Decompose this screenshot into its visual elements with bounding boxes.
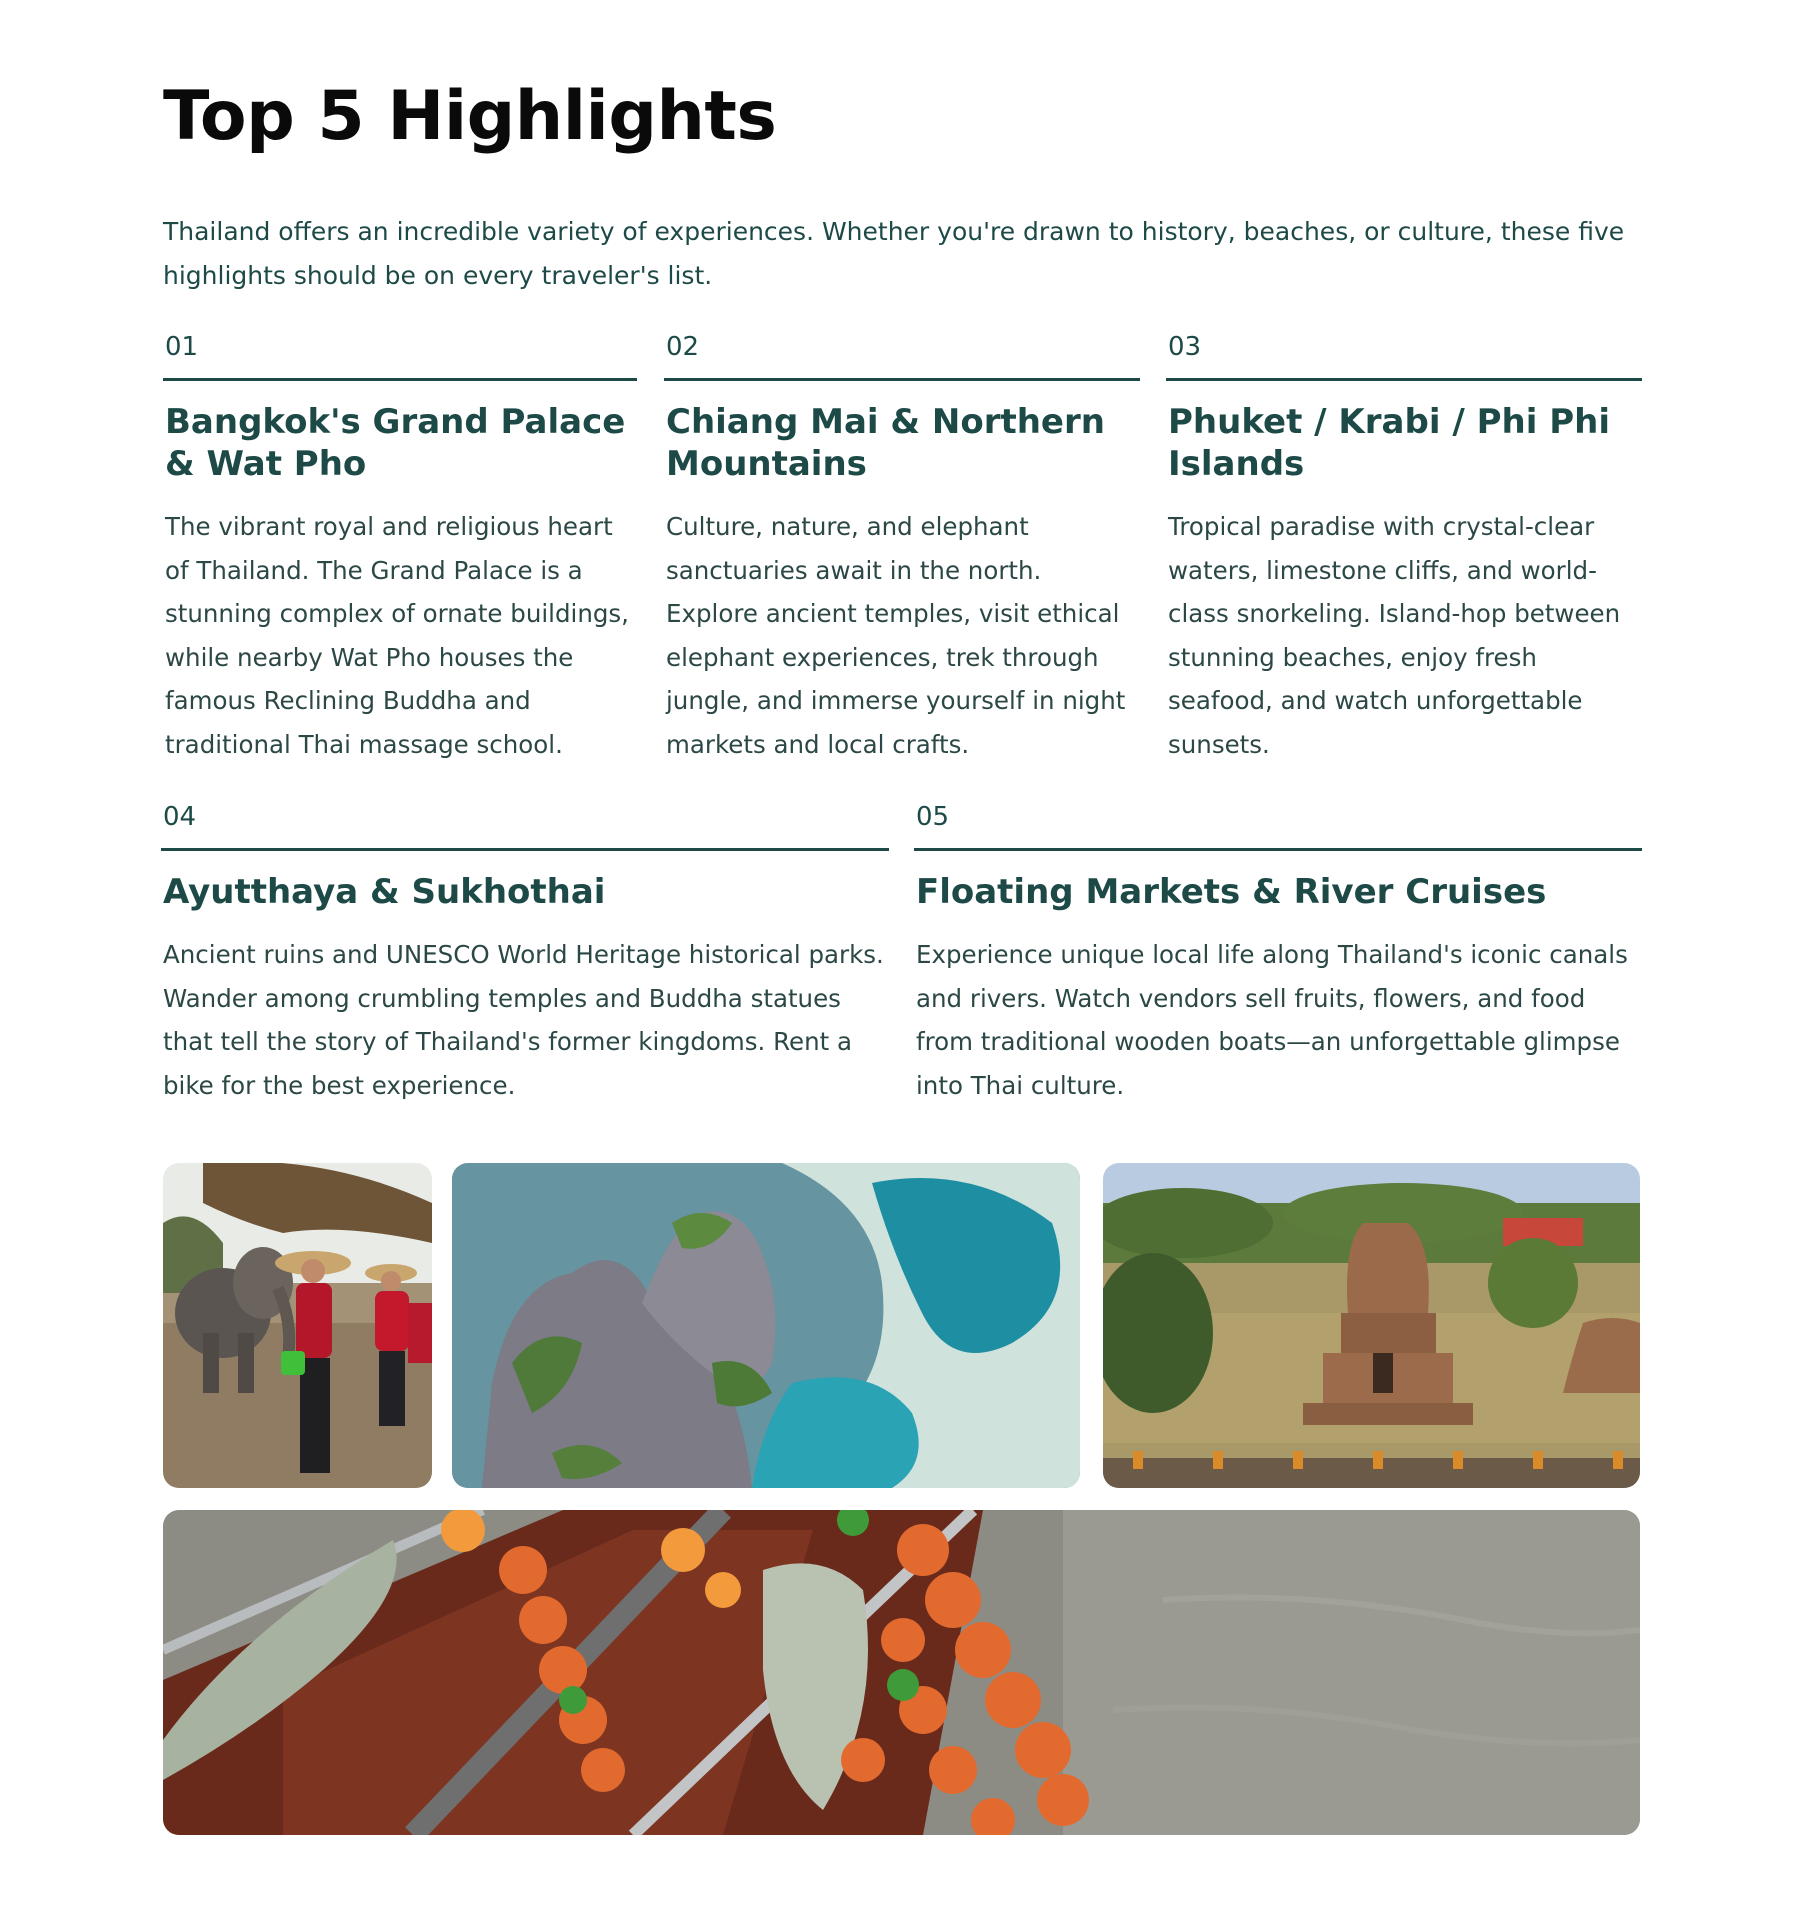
highlight-number: 05	[916, 802, 950, 832]
highlight-title: Ayutthaya & Sukhothai	[163, 872, 606, 912]
highlight-card-4	[161, 800, 889, 1107]
highlight-description: Experience unique local life along Thailand's iconic canals and rivers. Watch vendors sell fruits, flowers, and food from traditional wooden boats—an unforgettable glimpse into Thai culture.	[916, 940, 1628, 1100]
ayutthaya-ruins-photo	[1103, 1163, 1640, 1488]
highlight-number: 04	[163, 802, 197, 832]
highlight-description: Culture, nature, and elephant sanctuaries await in the north. Explore ancient temples, visit ethical elephant experiences, trek through jungle, and immerse yourself in night markets and local crafts.	[666, 512, 1126, 759]
highlight-title: Phuket / Krabi / Phi Phi Islands	[1168, 402, 1610, 484]
divider	[664, 378, 1140, 381]
highlight-number: 02	[666, 332, 700, 362]
highlight-title: Floating Markets & River Cruises	[916, 872, 1547, 912]
highlight-card-2	[664, 330, 1140, 766]
highlight-card-3	[1166, 330, 1642, 766]
page-title: Top 5 Highlights	[163, 77, 777, 156]
limestone-islands-photo	[452, 1163, 1080, 1488]
divider	[163, 378, 637, 381]
highlight-title: Bangkok's Grand Palace & Wat Pho	[165, 402, 626, 484]
highlight-number: 03	[1168, 332, 1202, 362]
highlight-card-5	[914, 800, 1642, 1107]
highlight-card-1	[163, 330, 637, 766]
intro-paragraph: Thailand offers an incredible variety of experiences. Whether you're drawn to history, beaches, or culture, these five highlights should be on every traveler's list.	[163, 217, 1625, 290]
divider	[161, 848, 889, 851]
highlight-number: 01	[165, 332, 199, 362]
divider	[914, 848, 1642, 851]
highlight-description: The vibrant royal and religious heart of Thailand. The Grand Palace is a stunning complex of ornate buildings, while nearby Wat Pho houses the famous Reclining Buddha and traditional Thai massage school.	[165, 512, 629, 759]
floating-market-boat-photo	[163, 1510, 1640, 1835]
highlight-description: Tropical paradise with crystal-clear waters, limestone cliffs, and world-class snorkeling. Island-hop between stunning beaches, enjoy fresh seafood, and watch unforgettable sunsets.	[1168, 512, 1621, 759]
elephant-sanctuary-photo	[163, 1163, 432, 1488]
divider	[1166, 378, 1642, 381]
highlight-description: Ancient ruins and UNESCO World Heritage historical parks. Wander among crumbling temples and Buddha statues that tell the story of Thailand's former kingdoms. Rent a bike for the best experience.	[163, 940, 884, 1100]
highlight-title: Chiang Mai & Northern Mountains	[666, 402, 1105, 484]
